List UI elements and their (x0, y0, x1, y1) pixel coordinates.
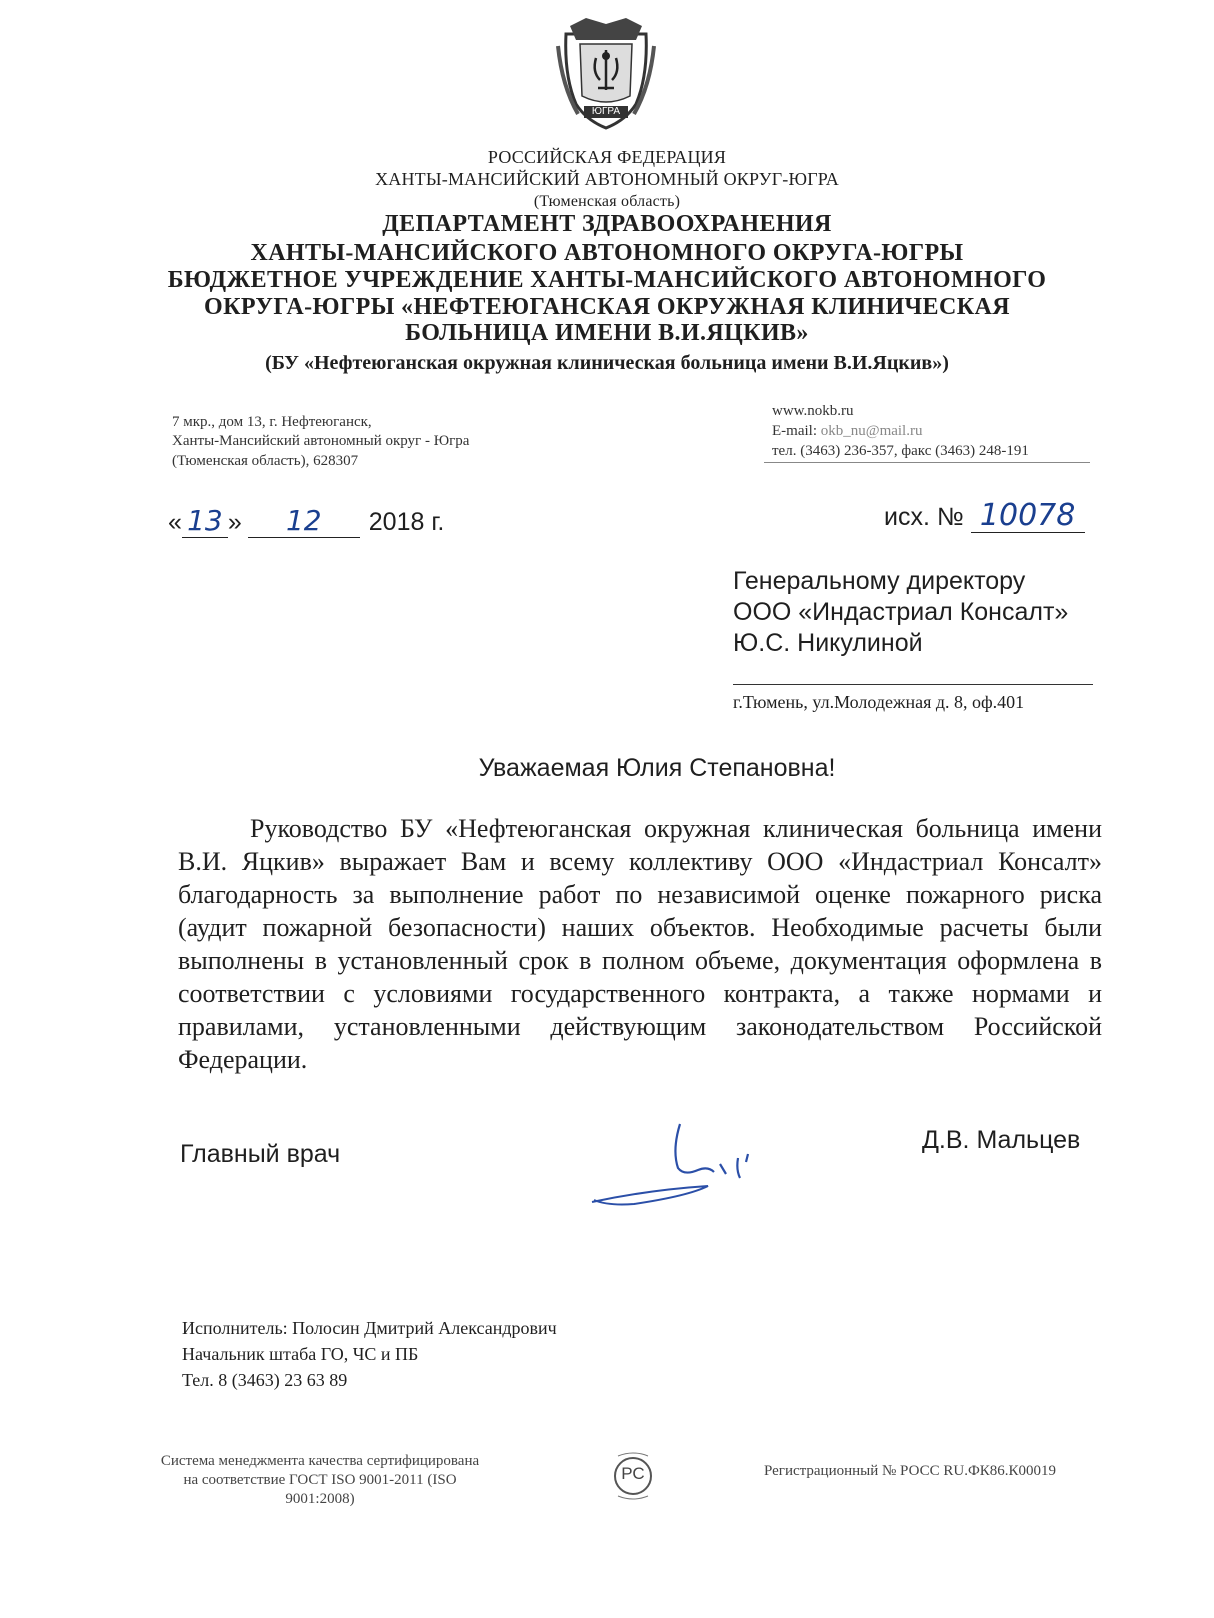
email-line (772, 421, 922, 441)
outgoing-number (884, 500, 1085, 533)
salutation: Уважаемая Юлия Степановна! (478, 754, 836, 782)
certification-line-3: 9001:2008) (285, 1491, 355, 1507)
executor-position: Начальник штаба ГО, ЧС и ПБ (182, 1344, 419, 1364)
country-name: РОССИЙСКАЯ ФЕДЕРАЦИЯ (487, 147, 727, 167)
organization-line-3: БОЛЬНИЦА ИМЕНИ В.И.ЯЦКИВ» (405, 320, 809, 346)
date-open-quote: « (168, 508, 182, 536)
recipient-position: Генеральному директору (733, 567, 1026, 595)
recipient-divider (733, 684, 1093, 685)
date-day: 13 (182, 505, 228, 538)
handwritten-signature (588, 1120, 788, 1210)
phone-fax: тел. (3463) 236-357, факс (3463) 248-191 (772, 443, 1029, 459)
oblast-name: (Тюменская область) (533, 193, 681, 210)
website: www.nokb.ru (772, 403, 854, 419)
certification-note (120, 1452, 520, 1509)
executor-name: Исполнитель: Полосин Дмитрий Александрович (182, 1318, 557, 1338)
letter-date (168, 505, 444, 538)
signatory-name: Д.В. Мальцев (922, 1126, 1081, 1154)
recipient-address: г.Тюмень, ул.Молодежная д. 8, оф.401 (733, 692, 1025, 712)
outgoing-number-value: 10078 (971, 500, 1085, 533)
organization-line-2: ОКРУГА-ЮГРЫ «НЕФТЕЮГАНСКАЯ ОКРУЖНАЯ КЛИНИЧЕСКАЯ (204, 294, 1010, 320)
email-address: okb_nu@mail.ru (820, 423, 923, 439)
organization-line-1: БЮДЖЕТНОЕ УЧРЕЖДЕНИЕ ХАНТЫ-МАНСИЙСКОГО АВТОНОМНОГО (167, 267, 1047, 293)
body-paragraph: Руководство БУ «Нефтеюганская окружная клиническая больница имени В.И. Яцкив» выражает Вам и всему коллективу ООО «Индастриал Консалт» благодарность за выполнение работ по независимой оценке пожарного риска (аудит пожарной безопасности) наших объектов. Необходимые расчеты были выполнены в установленный срок в полном объеме, документация оформлена в соответствии с условиями государственного контракта, а также нормами и правилами, установленными действующим законодательством Российской Федерации. (178, 814, 1102, 1074)
certification-line-1: Система менеджмента качества сертифицирована (160, 1453, 480, 1469)
certification-logo-text: РС (621, 1464, 645, 1483)
certification-line-2: на соответствие ГОСТ ISO 9001-2011 (ISO (183, 1472, 457, 1488)
signatory-position: Главный врач (180, 1140, 341, 1168)
address-line-3: (Тюменская область), 628307 (172, 453, 359, 469)
recipient-company: ООО «Индастриал Консалт» (733, 598, 1069, 626)
address-line-2: Ханты-Мансийский автономный округ - Югра (172, 433, 470, 449)
address-line-1: 7 мкр., дом 13, г. Нефтеюганск, (172, 414, 372, 430)
region-name: ХАНТЫ-МАНСИЙСКИЙ АВТОНОМНЫЙ ОКРУГ-ЮГРА (375, 169, 839, 189)
email-label: E-mail: (772, 423, 817, 439)
date-close-quote: » (227, 508, 242, 536)
registration-number: Регистрационный № РОСС RU.ФК86.К00019 (764, 1463, 1057, 1479)
organization-short-name: (БУ «Нефтеюганская окружная клиническая больница имени В.И.Яцкив») (265, 352, 949, 374)
recipient-name: Ю.С. Никулиной (733, 629, 923, 657)
emblem-caption: ЮГРА (591, 106, 621, 117)
date-month: 12 (248, 505, 360, 538)
outgoing-label: исх. № (884, 503, 964, 531)
date-year: 2018 г. (368, 508, 445, 536)
department-line-1: ДЕПАРТАМЕНТ ЗДРАВООХРАНЕНИЯ (382, 211, 832, 237)
header-divider (764, 462, 1090, 463)
department-line-2: ХАНТЫ-МАНСИЙСКОГО АВТОНОМНОГО ОКРУГА-ЮГРЫ (250, 240, 964, 266)
executor-phone: Тел. 8 (3463) 23 63 89 (182, 1370, 348, 1390)
